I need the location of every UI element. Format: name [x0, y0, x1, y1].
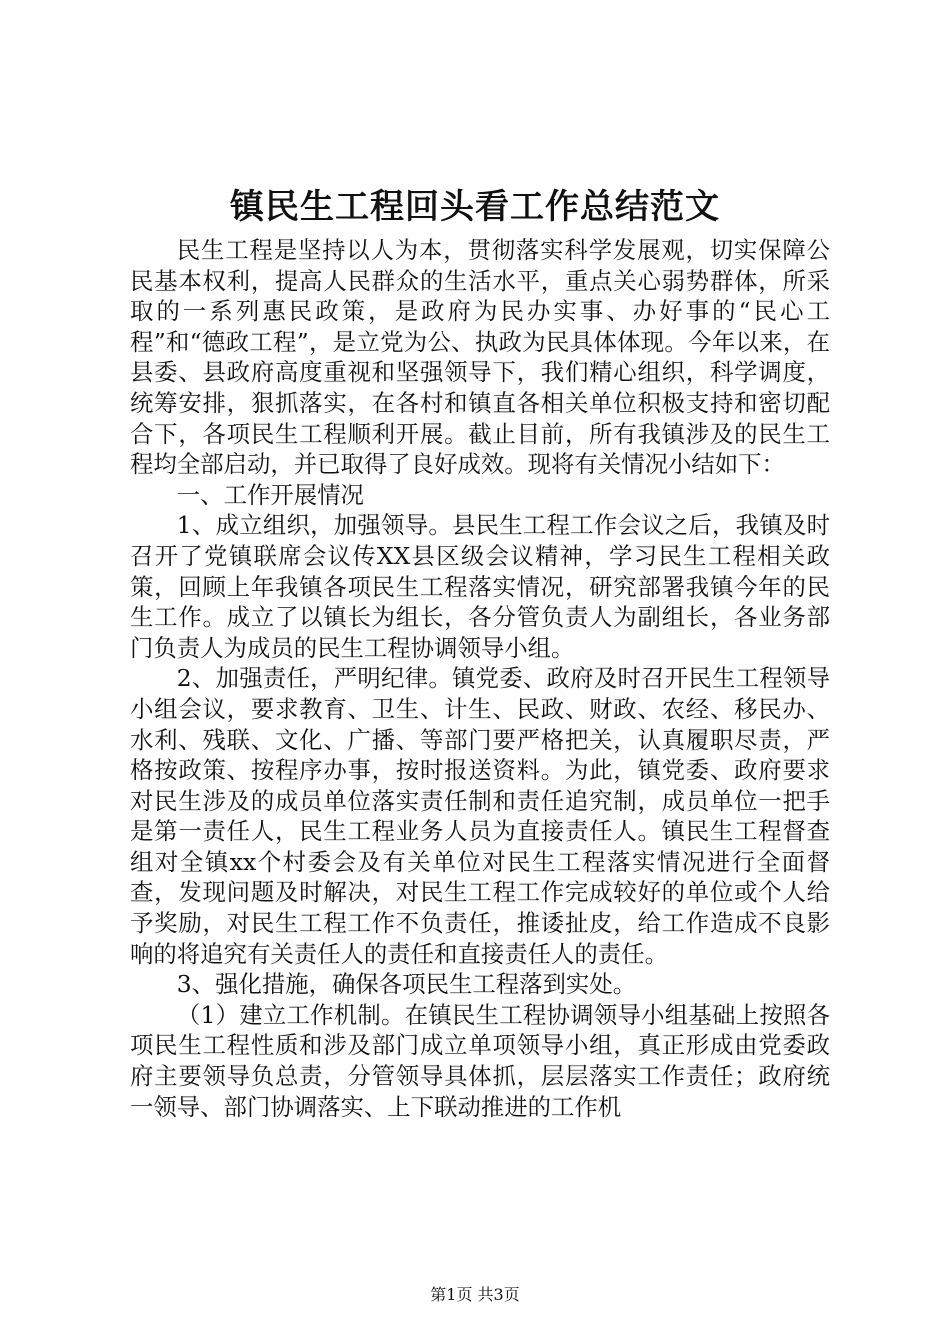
- document-body: [130, 235, 830, 1122]
- page-footer: 第1页 共3页: [430, 1285, 520, 1304]
- paragraph-item-3: 3、强化措施，确保各项民生工程落到实处。: [176, 970, 637, 999]
- paragraph-intro: 民生工程是坚持以人为本，贯彻落实科学发展观，切实保障公民基本权利，提高人民群众的生活水平，重点关心弱势群体，所采取的一系列惠民政策，是政府为民办实事、办好事的“民心工程”和“德政工程”，是立党为公、执政为民具体体现。今年以来，在县委、县政府高度重视和坚强领导下，我们精心组织，科学调度，统筹安排，狠抓落实，在各村和镇直各相关单位积极支持和密切配合下，各项民生工程顺利开展。截止目前，所有我镇涉及的民生工程均全部启动，并已取得了良好成效。现将有关情况小结如下：: [130, 236, 830, 479]
- document-title: 镇民生工程回头看工作总结范文: [230, 187, 720, 227]
- paragraph-item-2: 2、加强责任，严明纪律。镇党委、政府及时召开民生工程领导小组会议，要求教育、卫生、计生、民政、财政、农经、移民办、水利、残联、文化、广播、等部门要严格把关，认真履职尽责，严格按政策、按程序办事，按时报送资料。为此，镇党委、政府要求对民生涉及的成员单位落实责任制和责任追究制，成员单位一把手是第一责任人，民生工程业务人员为直接责任人。镇民生工程督查组对全镇xx个村委会及有关单位对民生工程落实情况进行全面督查，发现问题及时解决，对民生工程工作完成较好的单位或个人给予奖励，对民生工程工作不负责任，推诿扯皮，给工作造成不良影响的将追究有关责任人的责任和直接责任人的责任。: [130, 664, 830, 968]
- section-heading-work-progress: 一、工作开展情况: [176, 480, 364, 509]
- paragraph-subitem-1: （1）建立工作机制。在镇民生工程协调领导小组基础上按照各项民生工程性质和涉及部门成立单项领导小组，真正形成由党委政府主要领导负总责，分管领导具体抓，层层落实工作责任；政府统一领导、部门协调落实、上下联动推进的工作机: [130, 1000, 830, 1121]
- paragraph-item-1: 1、成立组织，加强领导。县民生工程工作会议之后，我镇及时召开了党镇联席会议传XX县区级会议精神，学习民生工程相关政策，回顾上年我镇各项民生工程落实情况，研究部署我镇今年的民生工作。成立了以镇长为组长，各分管负责人为副组长，各业务部门负责人为成员的民生工程协调领导小组。: [130, 511, 830, 662]
